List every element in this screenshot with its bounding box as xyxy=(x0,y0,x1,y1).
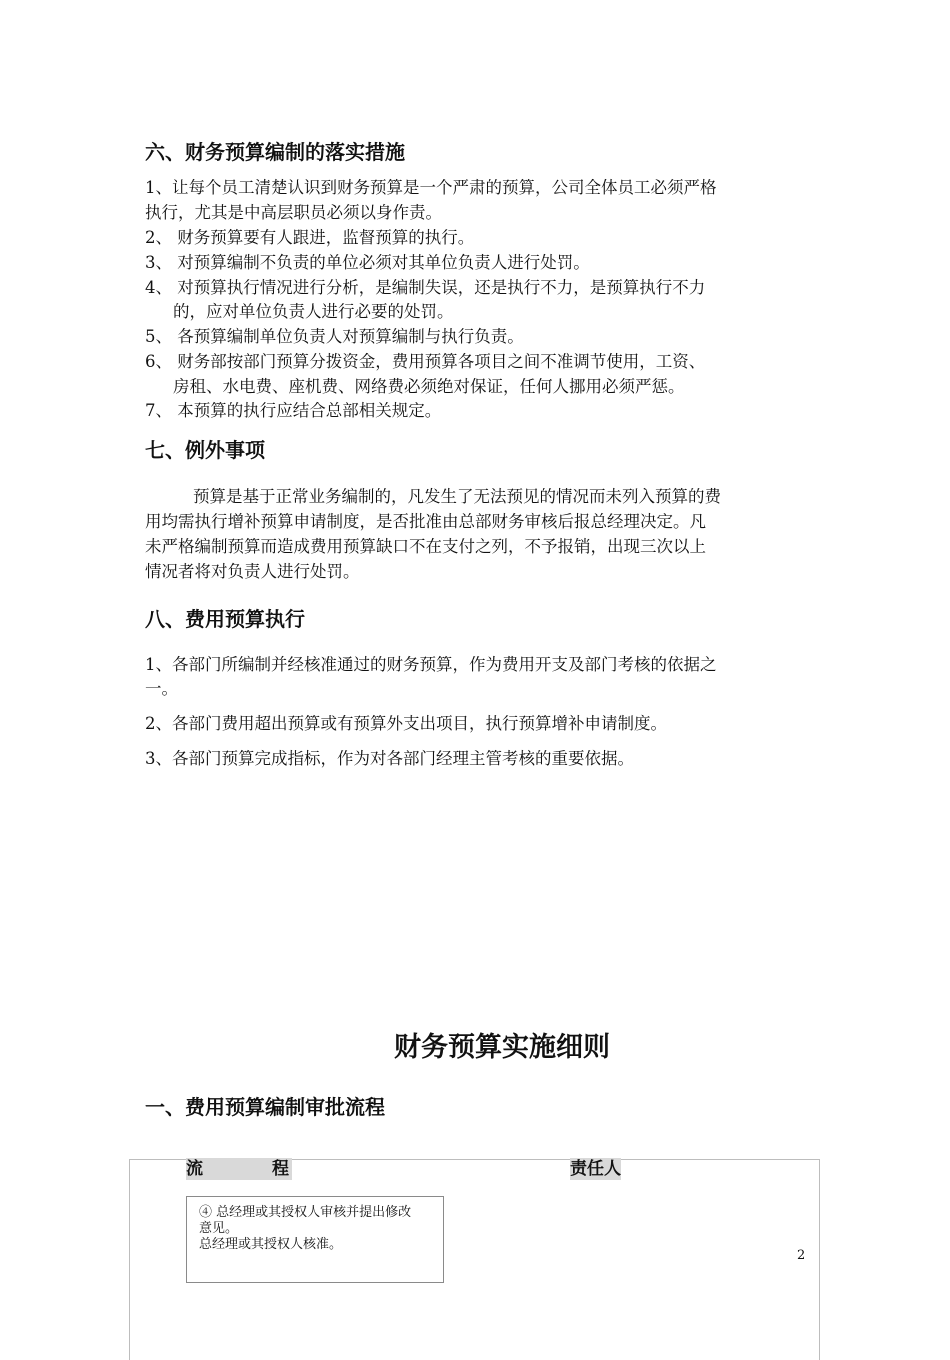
section-6-line-5: 4、 对预算执行情况进行分析，是编制失误，还是执行不力，是预算执行不力 xyxy=(145,278,706,297)
section-6-line-6: 的，应对单位负责人进行必要的处罚。 xyxy=(173,302,454,321)
flow-step-line-1: ④ 总经理或其授权人审核并提出修改 xyxy=(199,1205,412,1220)
section-6-heading: 六、财务预算编制的落实措施 xyxy=(145,140,405,164)
section-6-line-1: 1、让每个员工清楚认识到财务预算是一个严肃的预算，公司全体员工必须严格 xyxy=(145,178,717,197)
section-6-line-4: 3、 对预算编制不负责的单位必须对其单位负责人进行处罚。 xyxy=(145,253,590,272)
section-6-line-8: 6、 财务部按部门预算分拨资金，费用预算各项目之间不准调节使用，工资、 xyxy=(145,352,706,371)
section-8-line-2: 一。 xyxy=(145,679,178,698)
flow-step-line-2: 意见。 xyxy=(199,1221,239,1236)
section-8-heading: 八、费用预算执行 xyxy=(145,607,305,631)
page-number: 2 xyxy=(797,1248,806,1263)
section-7-heading: 七、例外事项 xyxy=(145,438,265,462)
section-8-line-1: 1、各部门所编制并经核准通过的财务预算，作为费用开支及部门考核的依据之 xyxy=(145,655,717,674)
section-6-line-9: 房租、水电费、座机费、网络费必须绝对保证，任何人挪用必须严惩。 xyxy=(173,377,685,396)
flow-column-header-process-a: 流 xyxy=(186,1159,203,1179)
section-6-line-7: 5、 各预算编制单位负责人对预算编制与执行负责。 xyxy=(145,327,524,346)
flow-column-header-owner: 责任人 xyxy=(570,1159,621,1179)
section-6-line-10: 7、 本预算的执行应结合总部相关规定。 xyxy=(145,401,442,420)
section-7-line-2: 用均需执行增补预算申请制度，是否批准由总部财务审核后报总经理决定。凡 xyxy=(145,512,706,531)
section-8-line-3: 2、各部门费用超出预算或有预算外支出项目，执行预算增补申请制度。 xyxy=(145,714,667,733)
section-7-line-4: 情况者将对负责人进行处罚。 xyxy=(145,562,360,581)
flow-step-line-3: 总经理或其授权人核准。 xyxy=(199,1237,343,1252)
flow-step-box xyxy=(186,1196,444,1283)
section-6-line-2: 执行，尤其是中高层职员必须以身作责。 xyxy=(145,203,442,222)
section-6-line-3: 2、 财务预算要有人跟进，监督预算的执行。 xyxy=(145,228,475,247)
section-1-heading: 一、费用预算编制审批流程 xyxy=(145,1095,385,1119)
flow-column-header-process-b: 程 xyxy=(272,1159,289,1179)
section-7-line-3: 未严格编制预算而造成费用预算缺口不在支付之列，不予报销，出现三次以上 xyxy=(145,537,706,556)
section-7-line-1: 预算是基于正常业务编制的，凡发生了无法预见的情况而未列入预算的费 xyxy=(193,487,721,506)
flow-column-header-process xyxy=(186,1158,292,1180)
section-8-line-4: 3、各部门预算完成指标，作为对各部门经理主管考核的重要依据。 xyxy=(145,749,634,768)
document-title: 财务预算实施细则 xyxy=(394,1032,610,1063)
